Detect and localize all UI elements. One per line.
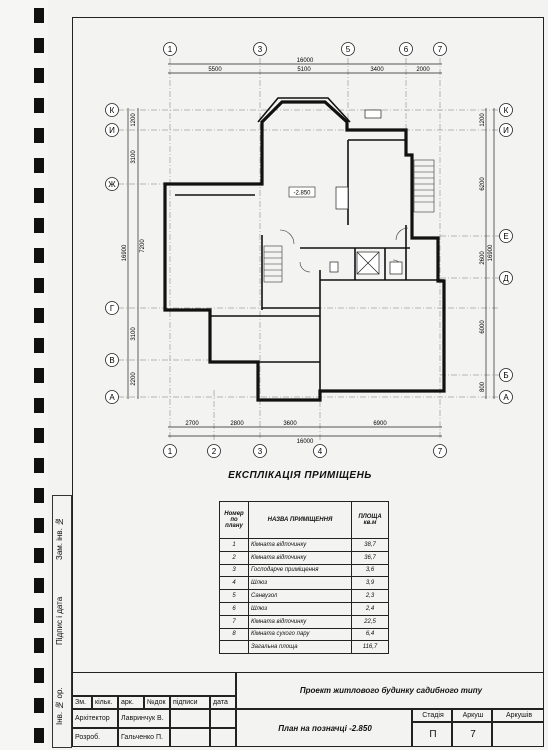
dimension-value: 1200 xyxy=(131,113,137,127)
title-block xyxy=(72,672,544,747)
axis-label: В xyxy=(109,356,115,365)
axis-label: 3 xyxy=(257,447,263,456)
room-number: 8 xyxy=(220,628,249,641)
side-label: Інв. № ор. xyxy=(55,687,64,725)
room-name: Кімната відпочинку xyxy=(249,539,352,552)
room-number: 2 xyxy=(220,551,249,564)
total-area: 116,7 xyxy=(352,641,389,654)
axis-label: Ж xyxy=(108,180,116,189)
column-header: ПЛОЩА кв.м xyxy=(352,502,389,539)
binding-hole xyxy=(34,548,44,563)
tb-role: Архітектор xyxy=(72,709,118,728)
room-name: Кімната відпочинку xyxy=(249,615,352,628)
axis-label: Д xyxy=(503,274,509,283)
room-number: 4 xyxy=(220,577,249,590)
axis-label: К xyxy=(109,106,115,115)
interior-walls xyxy=(175,98,444,391)
axis-label: 7 xyxy=(437,45,443,54)
dimension-value: 2000 xyxy=(416,67,430,73)
room-number: 7 xyxy=(220,615,249,628)
stage-label: Стадія xyxy=(412,709,452,722)
table-row xyxy=(220,615,389,628)
binding-hole xyxy=(34,728,44,743)
tb-header: дата xyxy=(210,696,236,709)
sheet-value: 7 xyxy=(452,722,492,747)
room-area: 36,7 xyxy=(352,551,389,564)
axis-label: Б xyxy=(503,371,509,380)
room-name: Господарче приміщення xyxy=(249,564,352,577)
dimension-value: 16000 xyxy=(296,58,314,64)
dimension-value: 7200 xyxy=(140,239,146,253)
room-schedule-table xyxy=(219,501,389,654)
dimension-value: 1200 xyxy=(480,113,486,127)
table-header-row xyxy=(220,502,389,539)
dimension-value: 2600 xyxy=(480,251,486,265)
axis-label: 4 xyxy=(317,447,323,456)
binding-hole xyxy=(34,578,44,593)
axis-label: 6 xyxy=(403,45,409,54)
axis-label: Г xyxy=(109,304,115,313)
tb-role: Розроб. xyxy=(72,728,118,747)
sheet-title: План на позначці -2.850 xyxy=(236,709,412,747)
room-area: 3,6 xyxy=(352,564,389,577)
axis-label: 1 xyxy=(167,447,173,456)
project-title: Проект житлового будинку садибного типу xyxy=(236,672,544,709)
sheets-label: Аркушів xyxy=(492,709,544,722)
table-row xyxy=(220,551,389,564)
stairs xyxy=(264,160,434,282)
table-row xyxy=(220,602,389,615)
axis-label: К xyxy=(503,106,509,115)
dimension-value: 16900 xyxy=(122,244,128,262)
column-header: НАЗВА ПРИМІЩЕННЯ xyxy=(249,502,352,539)
dimension-value: 2700 xyxy=(185,421,199,427)
room-area: 2,4 xyxy=(352,602,389,615)
dimension-value: 5500 xyxy=(208,67,222,73)
dimension-value: 3100 xyxy=(131,327,137,341)
binding-hole xyxy=(34,608,44,623)
axis-label: И xyxy=(109,126,115,135)
table-row xyxy=(220,539,389,552)
tb-header: Зм. xyxy=(72,696,92,709)
tb-header: кільк. xyxy=(92,696,118,709)
tb-header: підписи xyxy=(170,696,210,709)
table-row xyxy=(220,577,389,590)
dimension-value: 5100 xyxy=(297,67,311,73)
dimension-value: 6900 xyxy=(373,421,387,427)
dimension-value: 16900 xyxy=(488,244,494,262)
axis-label: А xyxy=(109,393,115,402)
dimension-value: 3400 xyxy=(370,67,384,73)
room-area: 22,5 xyxy=(352,615,389,628)
table-total-row xyxy=(220,641,389,654)
fixtures xyxy=(330,110,402,274)
room-area: 38,7 xyxy=(352,539,389,552)
dimension-value: 16000 xyxy=(296,439,314,445)
dimension-value: 2200 xyxy=(131,372,137,386)
table-row xyxy=(220,590,389,603)
side-stamp-strip xyxy=(52,495,72,748)
dimension-value: 6200 xyxy=(480,177,486,191)
tb-header: арк. xyxy=(118,696,144,709)
tb-person: Гальченко П. xyxy=(118,728,170,747)
table-title: ЕКСПЛІКАЦІЯ ПРИМІЩЕНЬ xyxy=(228,470,372,481)
axis-label: И xyxy=(503,126,509,135)
room-area: 3,9 xyxy=(352,577,389,590)
side-label: Підпис і дата xyxy=(55,596,64,646)
axis-label: 3 xyxy=(257,45,263,54)
room-area: 6,4 xyxy=(352,628,389,641)
axis-label: Е xyxy=(503,232,509,241)
binding-hole xyxy=(34,638,44,653)
table-row xyxy=(220,628,389,641)
total-label: Загальна площа xyxy=(249,641,352,654)
room-area: 2,3 xyxy=(352,590,389,603)
room-name: Санвузол xyxy=(249,590,352,603)
level-mark: -2.850 xyxy=(293,190,311,197)
room-name: Кімната сухого пару xyxy=(249,628,352,641)
exterior-walls xyxy=(165,102,444,400)
dimension-value: 3100 xyxy=(131,150,137,164)
axis-label: 7 xyxy=(437,447,443,456)
column-header: Номер по плану xyxy=(220,502,249,539)
room-number: 1 xyxy=(220,539,249,552)
room-number: 3 xyxy=(220,564,249,577)
dimension-value: 3600 xyxy=(283,421,297,427)
door-swings xyxy=(280,228,408,272)
tb-person: Лавринчук В. xyxy=(118,709,170,728)
axis-label: А xyxy=(503,393,509,402)
sheet-label: Аркуш xyxy=(452,709,492,722)
axis-labels xyxy=(108,45,509,456)
sheets-value xyxy=(492,722,544,747)
tb-header: №док xyxy=(144,696,170,709)
axis-label: 1 xyxy=(167,45,173,54)
room-name: Шлюз xyxy=(249,577,352,590)
binding-hole xyxy=(34,668,44,683)
dimension-value: 800 xyxy=(480,381,486,393)
room-number: 5 xyxy=(220,590,249,603)
room-name: Шлюз xyxy=(249,602,352,615)
room-number: 6 xyxy=(220,602,249,615)
axis-label: 2 xyxy=(211,447,217,456)
dimension-value: 2800 xyxy=(230,421,244,427)
binding-hole xyxy=(34,518,44,533)
side-label: Зам. інв. № xyxy=(55,516,64,560)
room-name: Кімната відпочинку xyxy=(249,551,352,564)
stage-value: П xyxy=(412,722,452,747)
dimension-value: 6000 xyxy=(480,320,486,334)
axis-label: 5 xyxy=(345,45,351,54)
table-row xyxy=(220,564,389,577)
binding-hole xyxy=(34,488,44,503)
binding-hole xyxy=(34,698,44,713)
